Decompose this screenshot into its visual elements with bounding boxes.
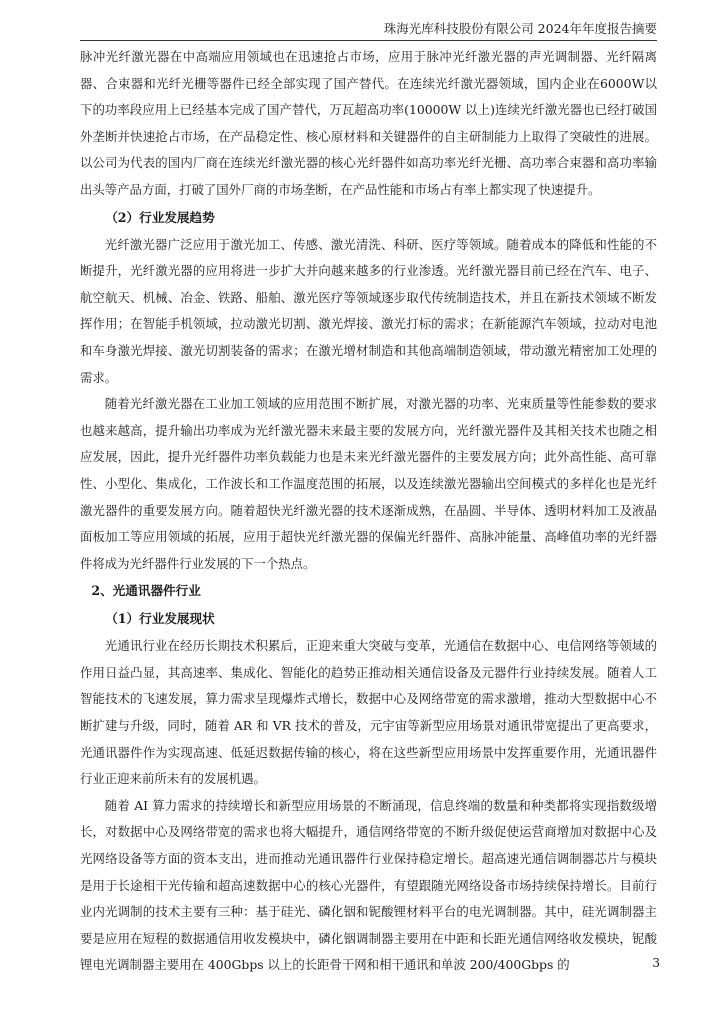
heading-industry-status: （1）行业发展现状 — [105, 611, 215, 627]
paragraph-modulator-tech: 随着 AI 算力需求的持续增长和新型应用场景的不断涌现，信息终端的数量和种类都将实现指数级增长，对数据中心及网络带宽的需求也将大幅提升，通信网络带宽的不断升级促使运营商增加对数据中心及光网络设备等方面的资本支出，进而推动光通讯器件行业保持稳定增长。超高速光通信调制器芯片与模块是用于长途相干光传输和超高速数据中心的核心光器件，有望跟随光网络设备市场持续保持增长。目前行业内光调制的技术主要有三种：基于硅光、磷化铟和铌酸锂材料平台的电光调制器。其中，硅光调制器主要是应用在短程的数据通信用收发模块中，磷化铟调制器主要用在中距和长距光通信网络收发模块，铌酸锂电光调制器主要用在 400Gbps 以上的长距骨干网和相干通讯和单波 200/400Gbps 的 — [80, 797, 657, 973]
heading-optical-comm-industry: 2、光通讯器件行业 — [91, 583, 201, 599]
running-header: 珠海光库科技股份有限公司 2024年年度报告摘要 — [383, 21, 657, 36]
paragraph-fiber-laser-applications: 光纤激光器广泛应用于激光加工、传感、激光清洗、科研、医疗等领域。随着成本的降低和性能的不断提升，光纤激光器的应用将进一步扩大并向越来越多的行业渗透。光纤激光器目前已经在汽车、电子、航空航天、机械、冶金、铁路、船舶、激光医疗等领域逐步取代传统制造技术，并且在新技术领域不断发挥作用；在智能手机领域，拉动激光切割、激光焊接、激光打标的需求；在新能源汽车领域，拉动对电池和车身激光焊接、激光切割装备的需求；在激光增材制造和其他高端制造领域，带动激光精密加工处理的需求。 — [80, 236, 657, 385]
heading-industry-trend: （2）行业发展趋势 — [105, 209, 215, 225]
paragraph-fiber-device-direction: 随着光纤激光器在工业加工领域的应用范围不断扩展，对激光器的功率、光束质量等性能参数的要求也越来越高，提升输出功率成为光纤激光器未来最主要的发展方向，光纤激光器件及其相关技术也随之相应发展，因此，提升光纤器件功率负载能力也是未来光纤激光器件的主要发展方向；此外高性能、高可靠性、小型化、集成化，工作波长和工作温度范围的拓展，以及连续激光器输出空间模式的多样化也是光纤激光器件的重要发展方向。随着超快光纤激光器的技术逐渐成熟，在晶圆、半导体、透明材料加工及液晶面板加工等应用领域的拓展，应用于超快光纤激光器的保偏光纤器件、高脉冲能量、高峰值功率的光纤器件将成为光纤器件行业发展的下一个热点。 — [80, 396, 657, 571]
body-text — [80, 44, 657, 979]
header-rule — [80, 40, 657, 41]
paragraph-optical-comm-status: 光通讯行业在经历长期技术积累后，正迎来重大突破与变革，光通信在数据中心、电信网络等领域的作用日益凸显，其高速率、集成化、智能化的趋势正推动相关通信设备及元器件行业持续发展。随着人工智能技术的飞速发展，算力需求呈现爆炸式增长，数据中心及网络带宽的需求激增，推动大型数据中心不断扩建与升级，同时，随着 AR 和 VR 技术的普及，元宇宙等新型应用场景对通讯带宽提出了更高要求，光通讯器件作为实现高速、低延迟数据传输的核心，将在这些新型应用场景中发挥重要作用，光通讯器件行业正迎来前所未有的发展机遇。 — [80, 638, 657, 787]
paragraph-fiber-laser-market: 脉冲光纤激光器在中高端应用领域也在迅速抢占市场，应用于脉冲光纤激光器的声光调制器、光纤隔离器、合束器和光纤光栅等器件已经全部实现了国产替代。在连续光纤激光器领域，国内企业在6000W以下的功率段应用上已经基本完成了国产替代，万瓦超高功率(10000W 以上)连续光纤激光器也已经打破国外垄断并快速抢占市场，在产品稳定性、核心原材料和关键器件的自主研制能力上取得了突破性的进展。以公司为代表的国内厂商在连续光纤激光器的核心光纤器件如高功率光纤光栅、高功率合束器和高功率输出头等产品方面，打破了国外厂商的市场垄断，在产品性能和市场占有率上都实现了快速提升。 — [80, 49, 657, 197]
page-number: 3 — [652, 956, 660, 970]
